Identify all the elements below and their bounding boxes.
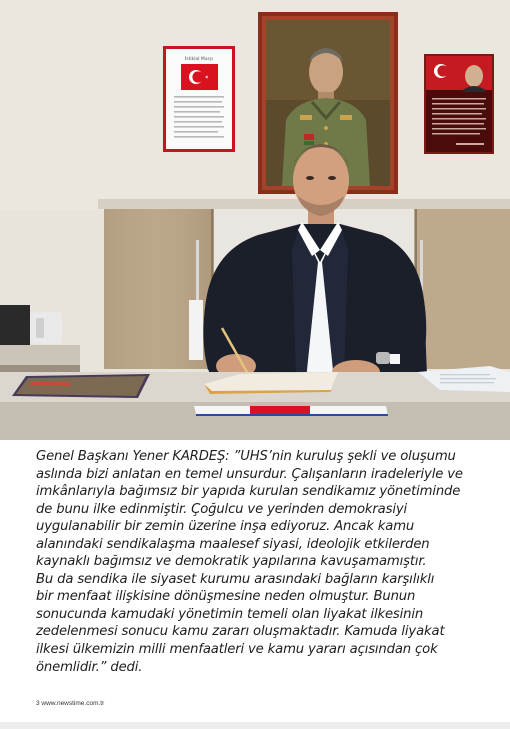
page-bottom-rule [0, 722, 510, 729]
article-line: kaynaklı bağımsız ve demokratik yapılarına kavuşamamıştır. [36, 554, 427, 570]
left-frame-poster [163, 46, 235, 152]
left-frame-title: İstiklal Marşı [184, 57, 214, 62]
article-line: de bunu ilke edinmiştir. Çoğulcu ve yerinden demokrasiyi [36, 501, 408, 517]
article-line: Genel Başkanı Yener KARDEŞ: ”UHS’nin kuruluş şekli ve oluşumu [36, 449, 456, 464]
article-body [36, 448, 484, 676]
article-line: sonucunda kamudaki yönetimin temeli olan liyakat ilkesinin [36, 606, 424, 622]
article-line: imkânlarıyla bağımsız bir yapıda kurulan sendikamız yönetiminde [36, 484, 461, 500]
article-line: bir menfaat ilişkisine dönüşmesine neden olmuştur. Bunun [36, 589, 416, 605]
desk [0, 366, 510, 440]
article-line: önemlidir.” dedi. [36, 659, 143, 675]
page-footer: 3 www.newstime.com.tr [36, 700, 105, 707]
article-line: aslında bizi anlatan en temel unsurdur. Çalışanların iradeleriyle ve [36, 466, 463, 482]
right-frame-poster [424, 54, 494, 154]
article-line: uygulanabilir bir zemin üzerine inşa ediyoruz. Ancak kamu [36, 519, 415, 535]
article-line: Bu da sendika ile siyaset kurumu arasındaki bağların karşılıklı [36, 571, 435, 587]
article-line: alanındaki sendikalaşma maalesef siyasi, ideolojik etkilerden [36, 536, 430, 552]
article-line: ilkesi ülkemizin milli menfaatleri ve kamu yararı açısından çok [36, 642, 438, 658]
article-line: zedelenmesi sonucu kamu zararı oluşmaktadır. Kamuda liyakat [36, 624, 445, 640]
